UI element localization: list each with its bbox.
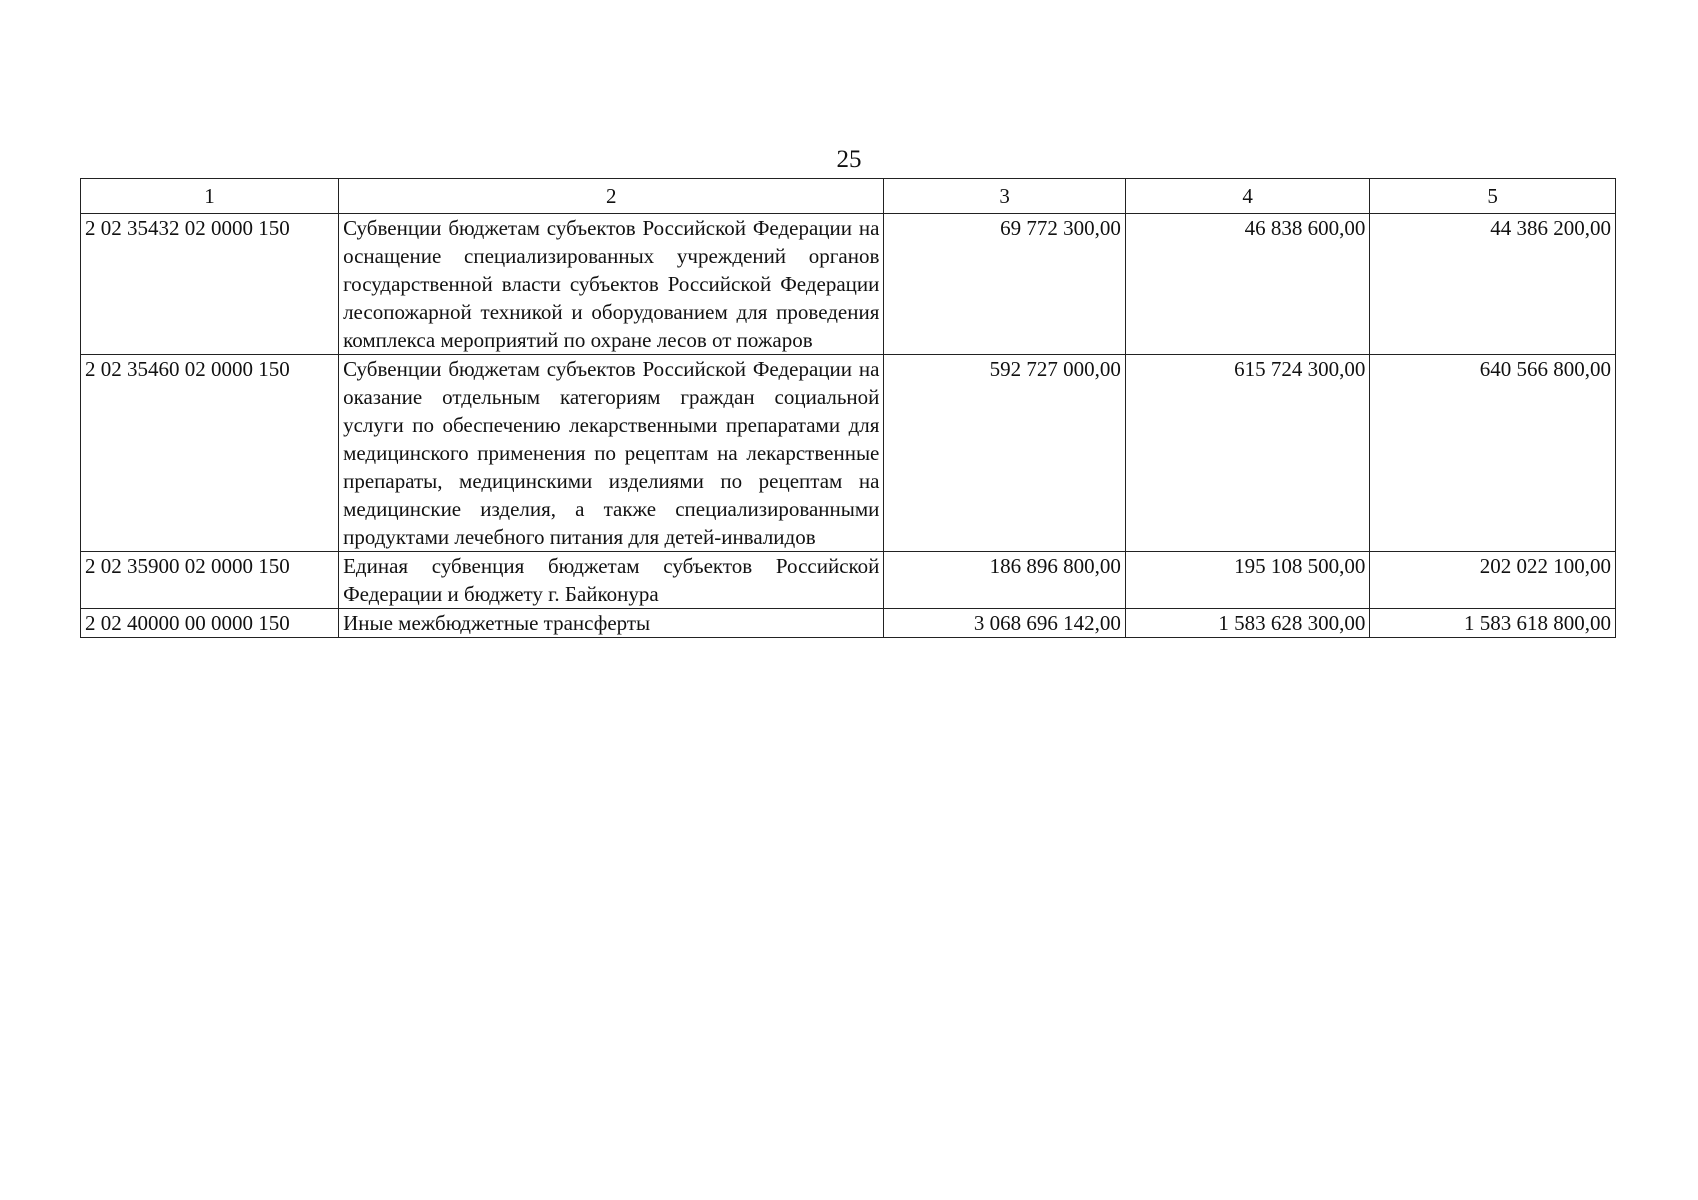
budget-table (80, 178, 1616, 638)
row-amount-col5: 1 583 618 800,00 (1370, 609, 1616, 638)
row-description: Иные межбюджетные трансферты (339, 609, 884, 638)
column-header-3: 3 (884, 179, 1125, 214)
row-code: 2 02 35460 02 0000 150 (81, 355, 339, 552)
row-amount-col3: 592 727 000,00 (884, 355, 1125, 552)
column-header-2: 2 (339, 179, 884, 214)
column-header-1: 1 (81, 179, 339, 214)
row-amount-col3: 3 068 696 142,00 (884, 609, 1125, 638)
page-number: 25 (836, 146, 862, 173)
row-amount-col4: 46 838 600,00 (1125, 214, 1370, 355)
row-code: 2 02 35432 02 0000 150 (81, 214, 339, 355)
row-code: 2 02 35900 02 0000 150 (81, 552, 339, 609)
row-amount-col3: 186 896 800,00 (884, 552, 1125, 609)
column-header-4: 4 (1125, 179, 1370, 214)
table-row (81, 214, 1616, 355)
row-code: 2 02 40000 00 0000 150 (81, 609, 339, 638)
row-amount-col4: 1 583 628 300,00 (1125, 609, 1370, 638)
row-amount-col5: 44 386 200,00 (1370, 214, 1616, 355)
column-header-5: 5 (1370, 179, 1616, 214)
row-amount-col3: 69 772 300,00 (884, 214, 1125, 355)
row-description: Субвенции бюджетам субъектов Российской Федерации на оснащение специализированных учреждений органов государственной власти субъектов Российской Федерации лесопожарной техникой и оборудованием для проведения комплекса мероприятий по охране лесов от пожаров (339, 214, 884, 355)
row-description: Единая субвенция бюджетам субъектов Российской Федерации и бюджету г. Байконура (339, 552, 884, 609)
table-row (81, 552, 1616, 609)
row-description: Субвенции бюджетам субъектов Российской Федерации на оказание отдельным категориям граждан социальной услуги по обеспечению лекарственными препаратами для медицинского применения по рецептам на лекарственные препараты, медицинскими изделиями по рецептам на медицинские изделия, а также специализированными продуктами лечебного питания для детей-инвалидов (339, 355, 884, 552)
row-amount-col5: 202 022 100,00 (1370, 552, 1616, 609)
table-header-row (81, 179, 1616, 214)
row-amount-col5: 640 566 800,00 (1370, 355, 1616, 552)
row-amount-col4: 195 108 500,00 (1125, 552, 1370, 609)
row-amount-col4: 615 724 300,00 (1125, 355, 1370, 552)
table-row (81, 609, 1616, 638)
table-row (81, 355, 1616, 552)
